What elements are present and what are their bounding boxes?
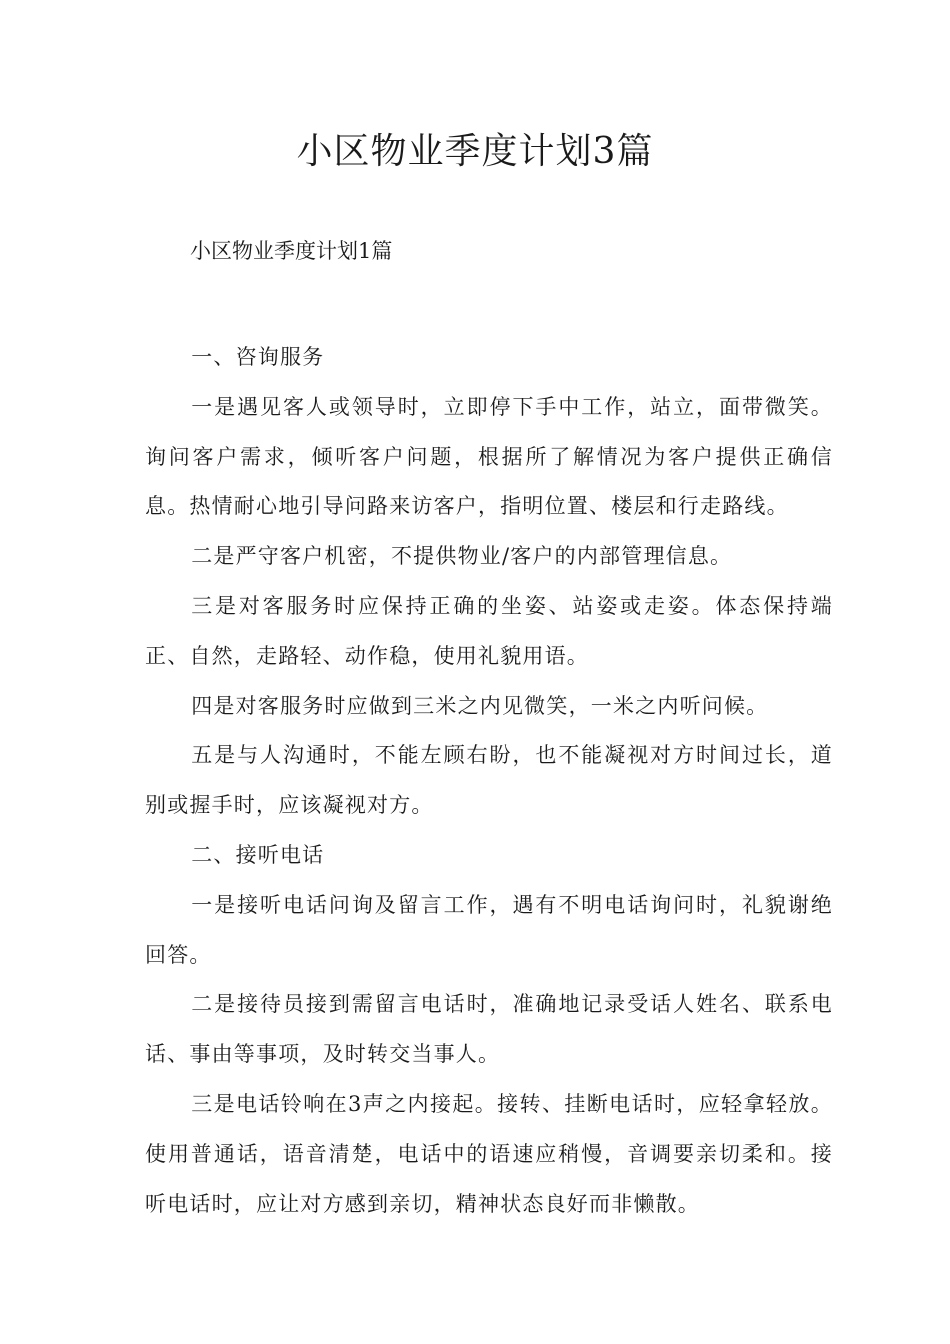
- document-subtitle: 小区物业季度计划1篇: [190, 239, 393, 263]
- section-heading-consulting: 一、咨询服务: [191, 345, 325, 369]
- document-body: [145, 333, 833, 1229]
- document-title: 小区物业季度计划3篇: [296, 131, 654, 172]
- paragraph: 三是对客服务时应保持正确的坐姿、站姿或走姿。体态保持端正、自然，走路轻、动作稳，使用礼貌用语。: [145, 593, 833, 668]
- section-heading-phone: 二、接听电话: [191, 842, 325, 867]
- paragraph: 三是电话铃响在3声之内接起。接转、挂断电话时，应轻拿轻放。使用普通话，语音清楚，电话中的语速应稍慢，音调要亲切柔和。接听电话时，应让对方感到亲切，精神状态良好而非懒散。: [145, 1091, 833, 1216]
- paragraph: 二是严守客户机密，不提供物业/客户的内部管理信息。: [191, 544, 733, 569]
- paragraph: 二是接待员接到需留言电话时，准确地记录受话人姓名、联系电话、事由等事项，及时转交当事人。: [145, 992, 833, 1067]
- paragraph: 一是接听电话问询及留言工作，遇有不明电话询问时，礼貌谢绝回答。: [145, 892, 833, 967]
- paragraph: 四是对客服务时应做到三米之内见微笑，一米之内听问候。: [191, 693, 769, 718]
- paragraph: 五是与人沟通时，不能左顾右盼，也不能凝视对方时间过长，道别或握手时，应该凝视对方。: [145, 743, 833, 818]
- paragraph: 一是遇见客人或领导时，立即停下手中工作，站立，面带微笑。询问客户需求，倾听客户问题，根据所了解情况为客户提供正确信息。热情耐心地引导问路来访客户，指明位置、楼层和行走路线。: [145, 394, 833, 519]
